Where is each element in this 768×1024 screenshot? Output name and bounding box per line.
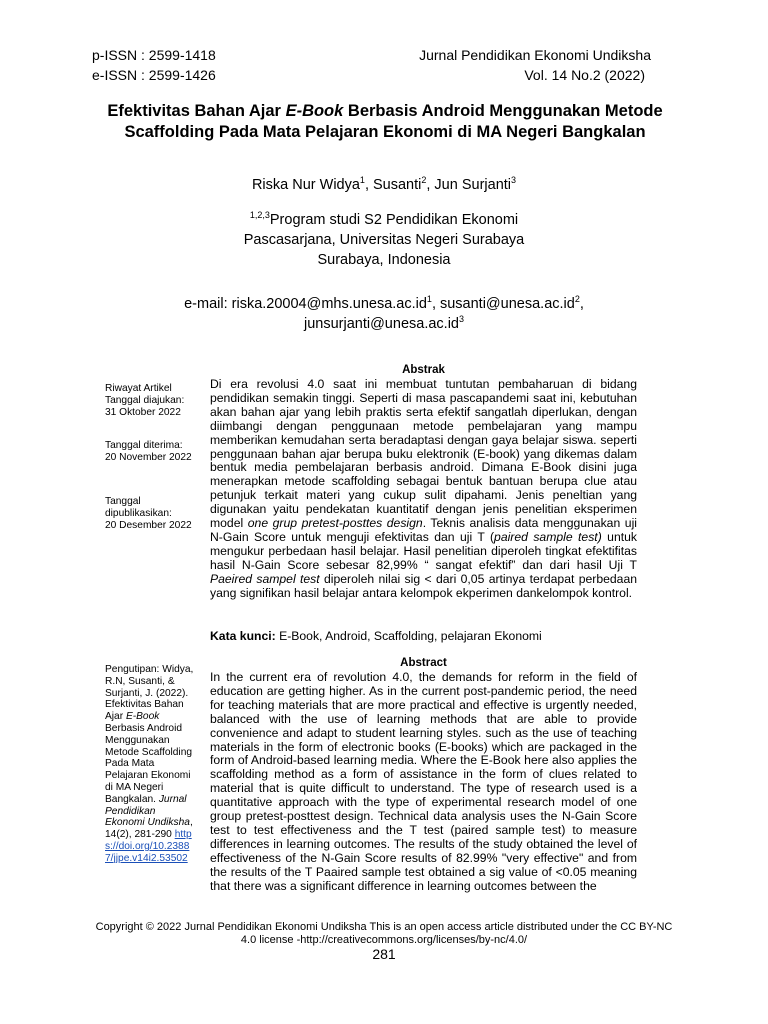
keywords: Kata kunci: E-Book, Android, Scaffolding, pelajaran Ekonomi [210, 629, 542, 643]
citation-box: Pengutipan: Widya, R.N, Susanti, & Surjanti, J. (2022). Efektivitas Bahan Ajar E-Book Berbasis Android Menggunakan Metode Scaffolding Pada Mata Pelajaran Ekonomi di MA Negeri Bangkalan. Jurnal Pendidikan Ekonomi Undiksha, 14(2), 281-290 https://doi.org/10.23887/jjpe.v14i2.53502 [105, 664, 194, 864]
abstract-heading: Abstract [400, 657, 447, 669]
e-issn: e-ISSN : 2599-1426 [92, 67, 216, 83]
abstract-body: In the current era of revolution 4.0, the demands for reform in the field of education are getting higher. As in the current post-pandemic period, the need for teaching materials that are more practical and effective is urgently needed, balanced with the use of learning methods that are able to provide convenience and adapt to student learning styles. such as the use of teaching materials in the form of electronic books (E-books) which are packaged in the form of Android-based learning media. Where the E-Book here also applies the scaffolding method as a form of assistance in the form of clues related to material that is quite difficult to understand. The type of research used is a quantitative approach with the type of experimental research model of one group pretest-posttest design. Technical data analysis uses the N-Gain Score test to test effectiveness and the T test (paired sample test) to measure differences in learning outcomes. The results of the study obtained the level of effectiveness of the N-Gain Score results of 82.99% "very effective" and from the results of the T Paaired sample test obtained a sig value of <0.05 meaning that there was a significant difference in learning outcomes between the [210, 671, 637, 893]
paper-title: Efektivitas Bahan Ajar E-Book Berbasis Android Menggunakan Metode Scaffolding Pada Mata Pelajaran Ekonomi di MA Negeri Bangkalan [107, 102, 663, 141]
doi-link[interactable]: https://doi.org/10.23887/jjpe.v14i2.53502 [105, 829, 192, 864]
published-date: Tanggal dipublikasikan: 20 Desember 2022 [105, 496, 192, 531]
affiliation: $^{1,2,3}$Program studi S2 Pendidikan Ekonomi Pascasarjana, Universitas Negeri Surabaya Surabaya, Indonesia [243, 210, 525, 268]
author-emails: e-mail: $riska.20004@mhs.unesa.ac.id^1$, $susanti@unesa.ac.id^2$, $junsurjanti@unesa.ac.id^3$ [184, 294, 584, 332]
article-history: Riwayat Artikel Tanggal diajukan: 31 Oktober 2022 [105, 383, 185, 418]
journal-volume: Vol. 14 No.2 (2022) [524, 67, 645, 83]
abstrak-heading: Abstrak [402, 364, 445, 376]
abstrak-body: Di era revolusi 4.0 saat ini membuat tuntutan pembaharuan di bidang pendidikan semakin tinggi. Seperti di masa pascapandemi saat ini, kebutuhan akan bahan ajar yang lebih praktis serta efektif sangatlah diperlukan, dengan diimbangi dengan penggunaan metode pembelajaran yang mampu memberikan kemudahan serta beradaptasi dengan gaya belajar siswa. seperti penggunaan bahan ajar berupa buku elektronik (E-book) yang dikemas dalam bentuk media pembelajaran berbasis android. Dimana E-Book disini juga menerapkan metode scaffolding sebagai bentuk bantuan berupa clue atau petunjuk terkait materi yang cukup sulit dipahami. Jenis peneltian yang digunakan yaitu pendekatan kuantitatif dengan jenis penelitian eksperimen model one grup pretest-posttes design. Teknis analisis data menggunakan uji N-Gain Score untuk menguji efektivitas dan uji T (paired sample test) untuk mengukur perbedaan hasil belajar. Hasil penelitian diperoleh tingkat efektifitas hasil N-Gain Score sebesar 82,99% “ sangat efektif” dan dari hasil Uji T Paeired sampel test diperoleh nilai sig < dari 0,05 artinya terdapat perbedaan yang signifikan hasil belajar antara kelompok ekperimen dankelompok kontrol. [210, 377, 637, 600]
authors: Riska Nur Widya$^1$, Susanti$^2$, Jun Surjanti$^3$ [251, 175, 517, 193]
p-issn: p-ISSN : 2599-1418 [92, 47, 216, 63]
accepted-date: Tanggal diterima: 20 November 2022 [105, 440, 192, 463]
page-number: 281 [372, 946, 396, 962]
copyright-notice: Copyright © 2022 Jurnal Pendidikan Ekonomi Undiksha This is an open access article distributed under the CC BY-NC 4.0 license -http://creativecommons.org/licenses/by-nc/4.0/ [95, 921, 673, 946]
journal-name: Jurnal Pendidikan Ekonomi Undiksha [419, 47, 651, 63]
